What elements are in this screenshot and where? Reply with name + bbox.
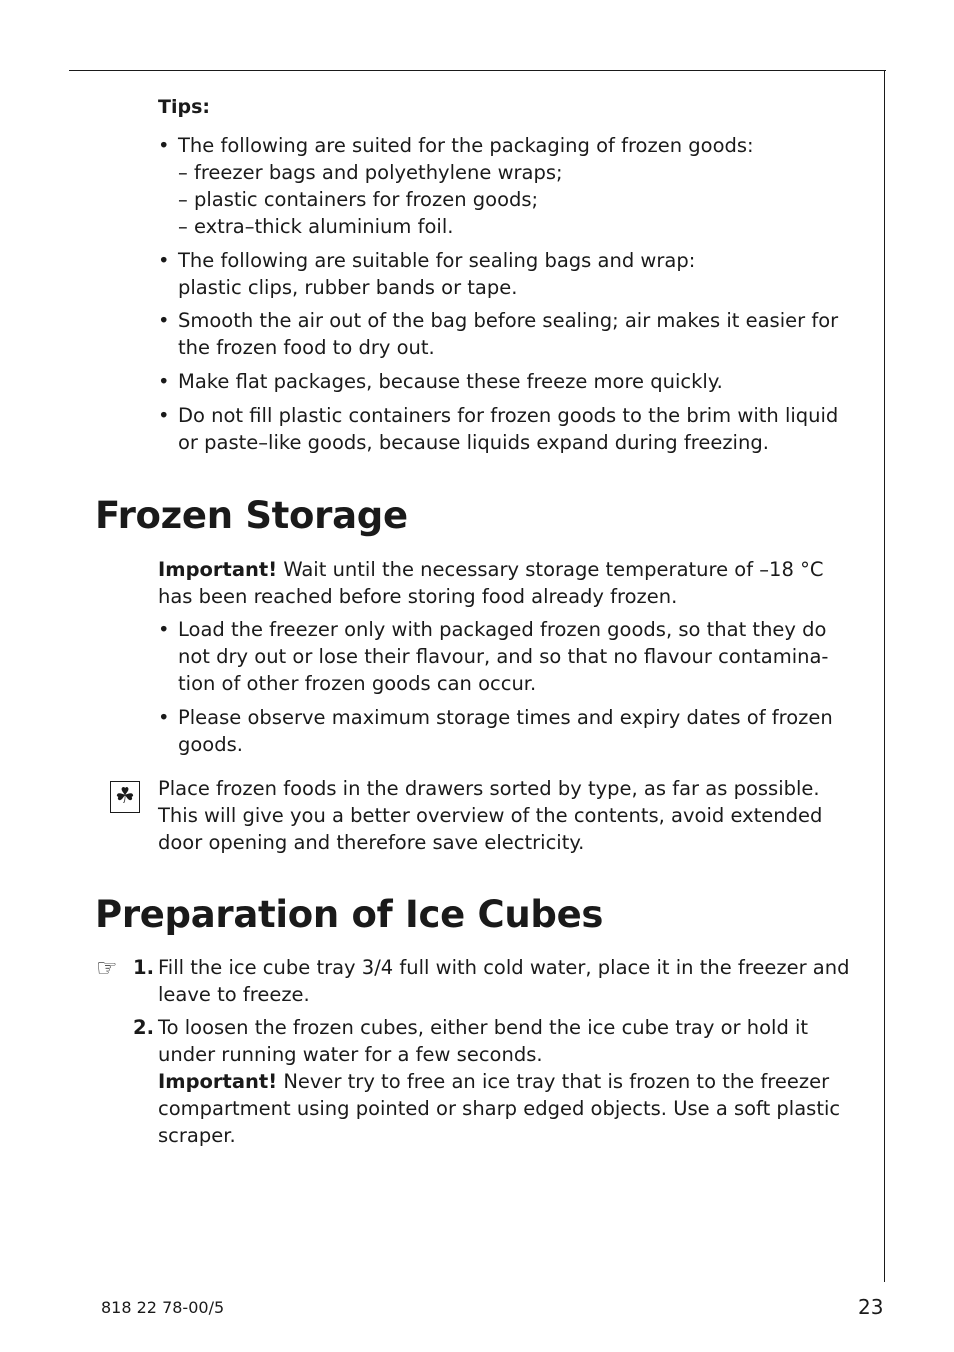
frozen-storage-heading: Frozen Storage: [95, 494, 408, 537]
bullet-dot: •: [158, 309, 170, 332]
ice-cubes-step-1: [133, 954, 858, 1008]
bullet-dot: •: [158, 249, 170, 272]
tips-subitem: – plastic containers for frozen goods;: [178, 188, 539, 211]
bullet-dot: •: [158, 134, 170, 157]
right-rule: [884, 70, 885, 1282]
clover-icon: ☘: [110, 781, 140, 813]
tips-subitem: – freezer bags and polyethylene wraps;: [178, 161, 563, 184]
frozen-storage-bullet-1-text: Load the freezer only with packaged frozen goods, so that they do not dry out or lose their flavour, and so that no flavour contamina- tion of other frozen goods can occur.: [178, 618, 829, 695]
pointing-hand-icon: ☞: [96, 954, 118, 982]
bullet-dot: •: [158, 370, 170, 393]
frozen-storage-important: [158, 556, 858, 610]
tips-bullet-4: [158, 368, 858, 395]
ice-cubes-important: [158, 1068, 858, 1149]
important-text: Wait until the necessary storage temperature of –18 °C has been reached before storing food already frozen.: [158, 558, 824, 608]
frozen-storage-bullet-1: [158, 616, 858, 697]
tips-bullet-3: [158, 307, 858, 361]
tips-bullet-5-text: Do not fill plastic containers for frozen goods to the brim with liquid or paste–like goods, because liquids expand during freezing.: [178, 404, 839, 454]
step-number: 2.: [133, 1016, 154, 1039]
step-2-text: To loosen the frozen cubes, either bend the ice cube tray or hold it under running water for a few seconds.: [158, 1016, 809, 1066]
frozen-storage-bullet-2: [158, 704, 858, 758]
tips-bullet-5: [158, 402, 858, 456]
step-number: 1.: [133, 956, 154, 979]
eco-note: Place frozen foods in the drawers sorted by type, as far as possible. This will give you a better overview of the contents, avoid extended door opening and therefore save electricity.: [158, 777, 823, 854]
frozen-storage-body: [158, 556, 858, 758]
tips-bullet-1-intro: The following are suited for the packaging of frozen goods:: [178, 134, 754, 157]
important-text: Never try to free an ice tray that is frozen to the freezer compartment using pointed or sharp edged objects. Use a soft plastic scraper.: [158, 1070, 841, 1147]
tips-bullet-3-text: Smooth the air out of the bag before sealing; air makes it easier for the frozen food to dry out.: [178, 309, 839, 359]
ice-cubes-step-2: [133, 1014, 858, 1149]
top-rule: [69, 70, 886, 71]
tips-label: Tips:: [158, 96, 210, 118]
tips-bullet-2-line1: The following are suitable for sealing bags and wrap:: [178, 249, 696, 272]
frozen-storage-bullet-2-text: Please observe maximum storage times and expiry dates of frozen goods.: [178, 706, 833, 756]
tips-bullet-2-line2: plastic clips, rubber bands or tape.: [178, 276, 518, 299]
page-number: 23: [858, 1295, 884, 1319]
tips-subitem: – extra–thick aluminium foil.: [178, 215, 454, 238]
bullet-dot: •: [158, 618, 170, 641]
tips-bullet-4-text: Make flat packages, because these freeze more quickly.: [178, 370, 723, 393]
important-label: Important!: [158, 1070, 278, 1093]
tips-list: [158, 132, 858, 456]
tips-bullet-1: [158, 132, 858, 240]
tips-bullet-2: [158, 247, 858, 301]
document-code: 818 22 78-00/5: [101, 1298, 225, 1317]
ice-cubes-steps: [133, 954, 858, 1149]
step-1-text: Fill the ice cube tray 3/4 full with cold water, place it in the freezer and leave to freeze.: [158, 956, 850, 1006]
bullet-dot: •: [158, 404, 170, 427]
ice-cubes-heading: Preparation of Ice Cubes: [95, 893, 604, 936]
bullet-dot: •: [158, 706, 170, 729]
important-label: Important!: [158, 558, 278, 581]
